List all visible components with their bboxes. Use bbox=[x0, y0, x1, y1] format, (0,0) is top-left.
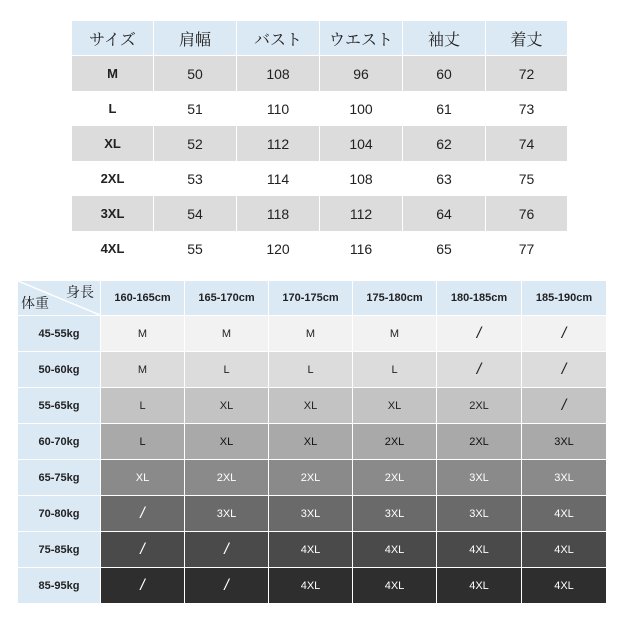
recommended-size-cell: XL bbox=[101, 460, 184, 495]
not-available-cell: / bbox=[522, 316, 606, 351]
recommended-size-cell: XL bbox=[185, 388, 268, 423]
size-label-cell: 4XL bbox=[100, 241, 125, 256]
recommended-size-cell: 3XL bbox=[522, 460, 606, 495]
weight-range-header: 65-75kg bbox=[18, 460, 100, 495]
height-range-header: 185-190cm bbox=[522, 281, 606, 315]
recommended-size-cell: 4XL bbox=[269, 568, 352, 603]
not-available-cell: / bbox=[101, 532, 184, 567]
size-value-cell: 108 bbox=[237, 56, 319, 91]
size-label-cell: 2XL bbox=[100, 171, 125, 186]
recommended-size-cell: XL bbox=[353, 388, 436, 423]
not-available-cell: / bbox=[101, 496, 184, 531]
weight-range-header: 70-80kg bbox=[18, 496, 100, 531]
recommended-size-cell: 4XL bbox=[353, 568, 436, 603]
size-value-cell: 77 bbox=[518, 240, 535, 257]
size-label-cell: M bbox=[72, 56, 153, 91]
size-value-cell: 60 bbox=[403, 56, 485, 91]
size-chart-table bbox=[72, 21, 567, 266]
size-value-cell: 52 bbox=[154, 126, 236, 161]
height-range-header: 175-180cm bbox=[353, 281, 436, 315]
weight-range-header: 60-70kg bbox=[18, 424, 100, 459]
recommended-size-cell: 3XL bbox=[269, 496, 352, 531]
weight-range-header: 85-95kg bbox=[18, 568, 100, 603]
size-value-cell: 61 bbox=[436, 100, 452, 117]
recommended-size-cell: XL bbox=[185, 424, 268, 459]
size-value-cell: 64 bbox=[403, 196, 485, 231]
recommended-size-cell: 2XL bbox=[437, 424, 521, 459]
size-label-cell: L bbox=[108, 101, 117, 116]
weight-axis-label: 体重 bbox=[21, 295, 49, 311]
not-available-cell: / bbox=[437, 316, 521, 351]
not-available-cell: / bbox=[185, 568, 268, 603]
height-range-header: 170-175cm bbox=[269, 281, 352, 315]
not-available-cell: / bbox=[522, 388, 606, 423]
size-label-cell: XL bbox=[72, 126, 153, 161]
size-value-cell: 110 bbox=[266, 100, 290, 117]
size-table-header: バスト bbox=[237, 21, 319, 55]
recommended-size-cell: 2XL bbox=[185, 460, 268, 495]
size-value-cell: 118 bbox=[237, 196, 319, 231]
height-axis-label: 身長 bbox=[66, 284, 94, 300]
recommended-size-cell: 2XL bbox=[269, 460, 352, 495]
size-value-cell: 62 bbox=[403, 126, 485, 161]
size-table-header: ウエスト bbox=[320, 21, 402, 55]
size-value-cell: 120 bbox=[266, 240, 290, 257]
recommended-size-cell: 2XL bbox=[353, 424, 436, 459]
weight-range-header: 50-60kg bbox=[18, 352, 100, 387]
not-available-cell: / bbox=[522, 352, 606, 387]
recommended-size-cell: 4XL bbox=[353, 532, 436, 567]
size-value-cell: 108 bbox=[349, 170, 373, 187]
size-value-cell: 96 bbox=[320, 56, 402, 91]
size-value-cell: 74 bbox=[486, 126, 567, 161]
height-range-header: 180-185cm bbox=[437, 281, 521, 315]
recommended-size-cell: L bbox=[101, 388, 184, 423]
recommended-size-cell: 2XL bbox=[353, 460, 436, 495]
recommended-size-cell: M bbox=[353, 316, 436, 351]
size-value-cell: 112 bbox=[237, 126, 319, 161]
not-available-cell: / bbox=[185, 532, 268, 567]
recommended-size-cell: 3XL bbox=[185, 496, 268, 531]
size-table-header: 袖丈 bbox=[403, 21, 485, 55]
corner-header-cell bbox=[18, 281, 100, 315]
recommended-size-cell: M bbox=[269, 316, 352, 351]
recommended-size-cell: 4XL bbox=[522, 496, 606, 531]
size-value-cell: 112 bbox=[320, 196, 402, 231]
recommended-size-cell: L bbox=[185, 352, 268, 387]
height-range-header: 160-165cm bbox=[101, 281, 184, 315]
size-value-cell: 72 bbox=[486, 56, 567, 91]
recommended-size-cell: 4XL bbox=[269, 532, 352, 567]
size-value-cell: 55 bbox=[187, 240, 203, 257]
size-value-cell: 116 bbox=[349, 240, 373, 257]
size-value-cell: 114 bbox=[266, 170, 290, 187]
size-value-cell: 73 bbox=[518, 100, 535, 117]
size-value-cell: 50 bbox=[154, 56, 236, 91]
weight-range-header: 45-55kg bbox=[18, 316, 100, 351]
recommended-size-cell: 3XL bbox=[522, 424, 606, 459]
weight-range-header: 75-85kg bbox=[18, 532, 100, 567]
size-value-cell: 65 bbox=[436, 240, 452, 257]
size-table-header: 着丈 bbox=[486, 21, 567, 55]
size-value-cell: 76 bbox=[486, 196, 567, 231]
size-value-cell: 104 bbox=[320, 126, 402, 161]
recommended-size-cell: L bbox=[353, 352, 436, 387]
size-table-header: サイズ bbox=[72, 21, 153, 55]
recommended-size-cell: 4XL bbox=[522, 568, 606, 603]
size-value-cell: 51 bbox=[187, 100, 203, 117]
recommended-size-cell: M bbox=[101, 316, 184, 351]
recommended-size-cell: L bbox=[269, 352, 352, 387]
size-value-cell: 54 bbox=[154, 196, 236, 231]
recommended-size-cell: 3XL bbox=[437, 460, 521, 495]
recommended-size-cell: 4XL bbox=[522, 532, 606, 567]
size-value-cell: 75 bbox=[518, 170, 535, 187]
recommended-size-cell: 4XL bbox=[437, 568, 521, 603]
size-value-cell: 53 bbox=[187, 170, 203, 187]
not-available-cell: / bbox=[437, 352, 521, 387]
size-recommendation-table bbox=[18, 281, 606, 603]
size-label-cell: 3XL bbox=[72, 196, 153, 231]
recommended-size-cell: 3XL bbox=[437, 496, 521, 531]
size-table-header: 肩幅 bbox=[154, 21, 236, 55]
recommended-size-cell: L bbox=[101, 424, 184, 459]
recommended-size-cell: 3XL bbox=[353, 496, 436, 531]
recommended-size-cell: XL bbox=[269, 424, 352, 459]
height-range-header: 165-170cm bbox=[185, 281, 268, 315]
size-value-cell: 100 bbox=[349, 100, 373, 117]
recommended-size-cell: M bbox=[101, 352, 184, 387]
weight-range-header: 55-65kg bbox=[18, 388, 100, 423]
recommended-size-cell: XL bbox=[269, 388, 352, 423]
not-available-cell: / bbox=[101, 568, 184, 603]
recommended-size-cell: 4XL bbox=[437, 532, 521, 567]
size-value-cell: 63 bbox=[436, 170, 452, 187]
recommended-size-cell: M bbox=[185, 316, 268, 351]
recommended-size-cell: 2XL bbox=[437, 388, 521, 423]
